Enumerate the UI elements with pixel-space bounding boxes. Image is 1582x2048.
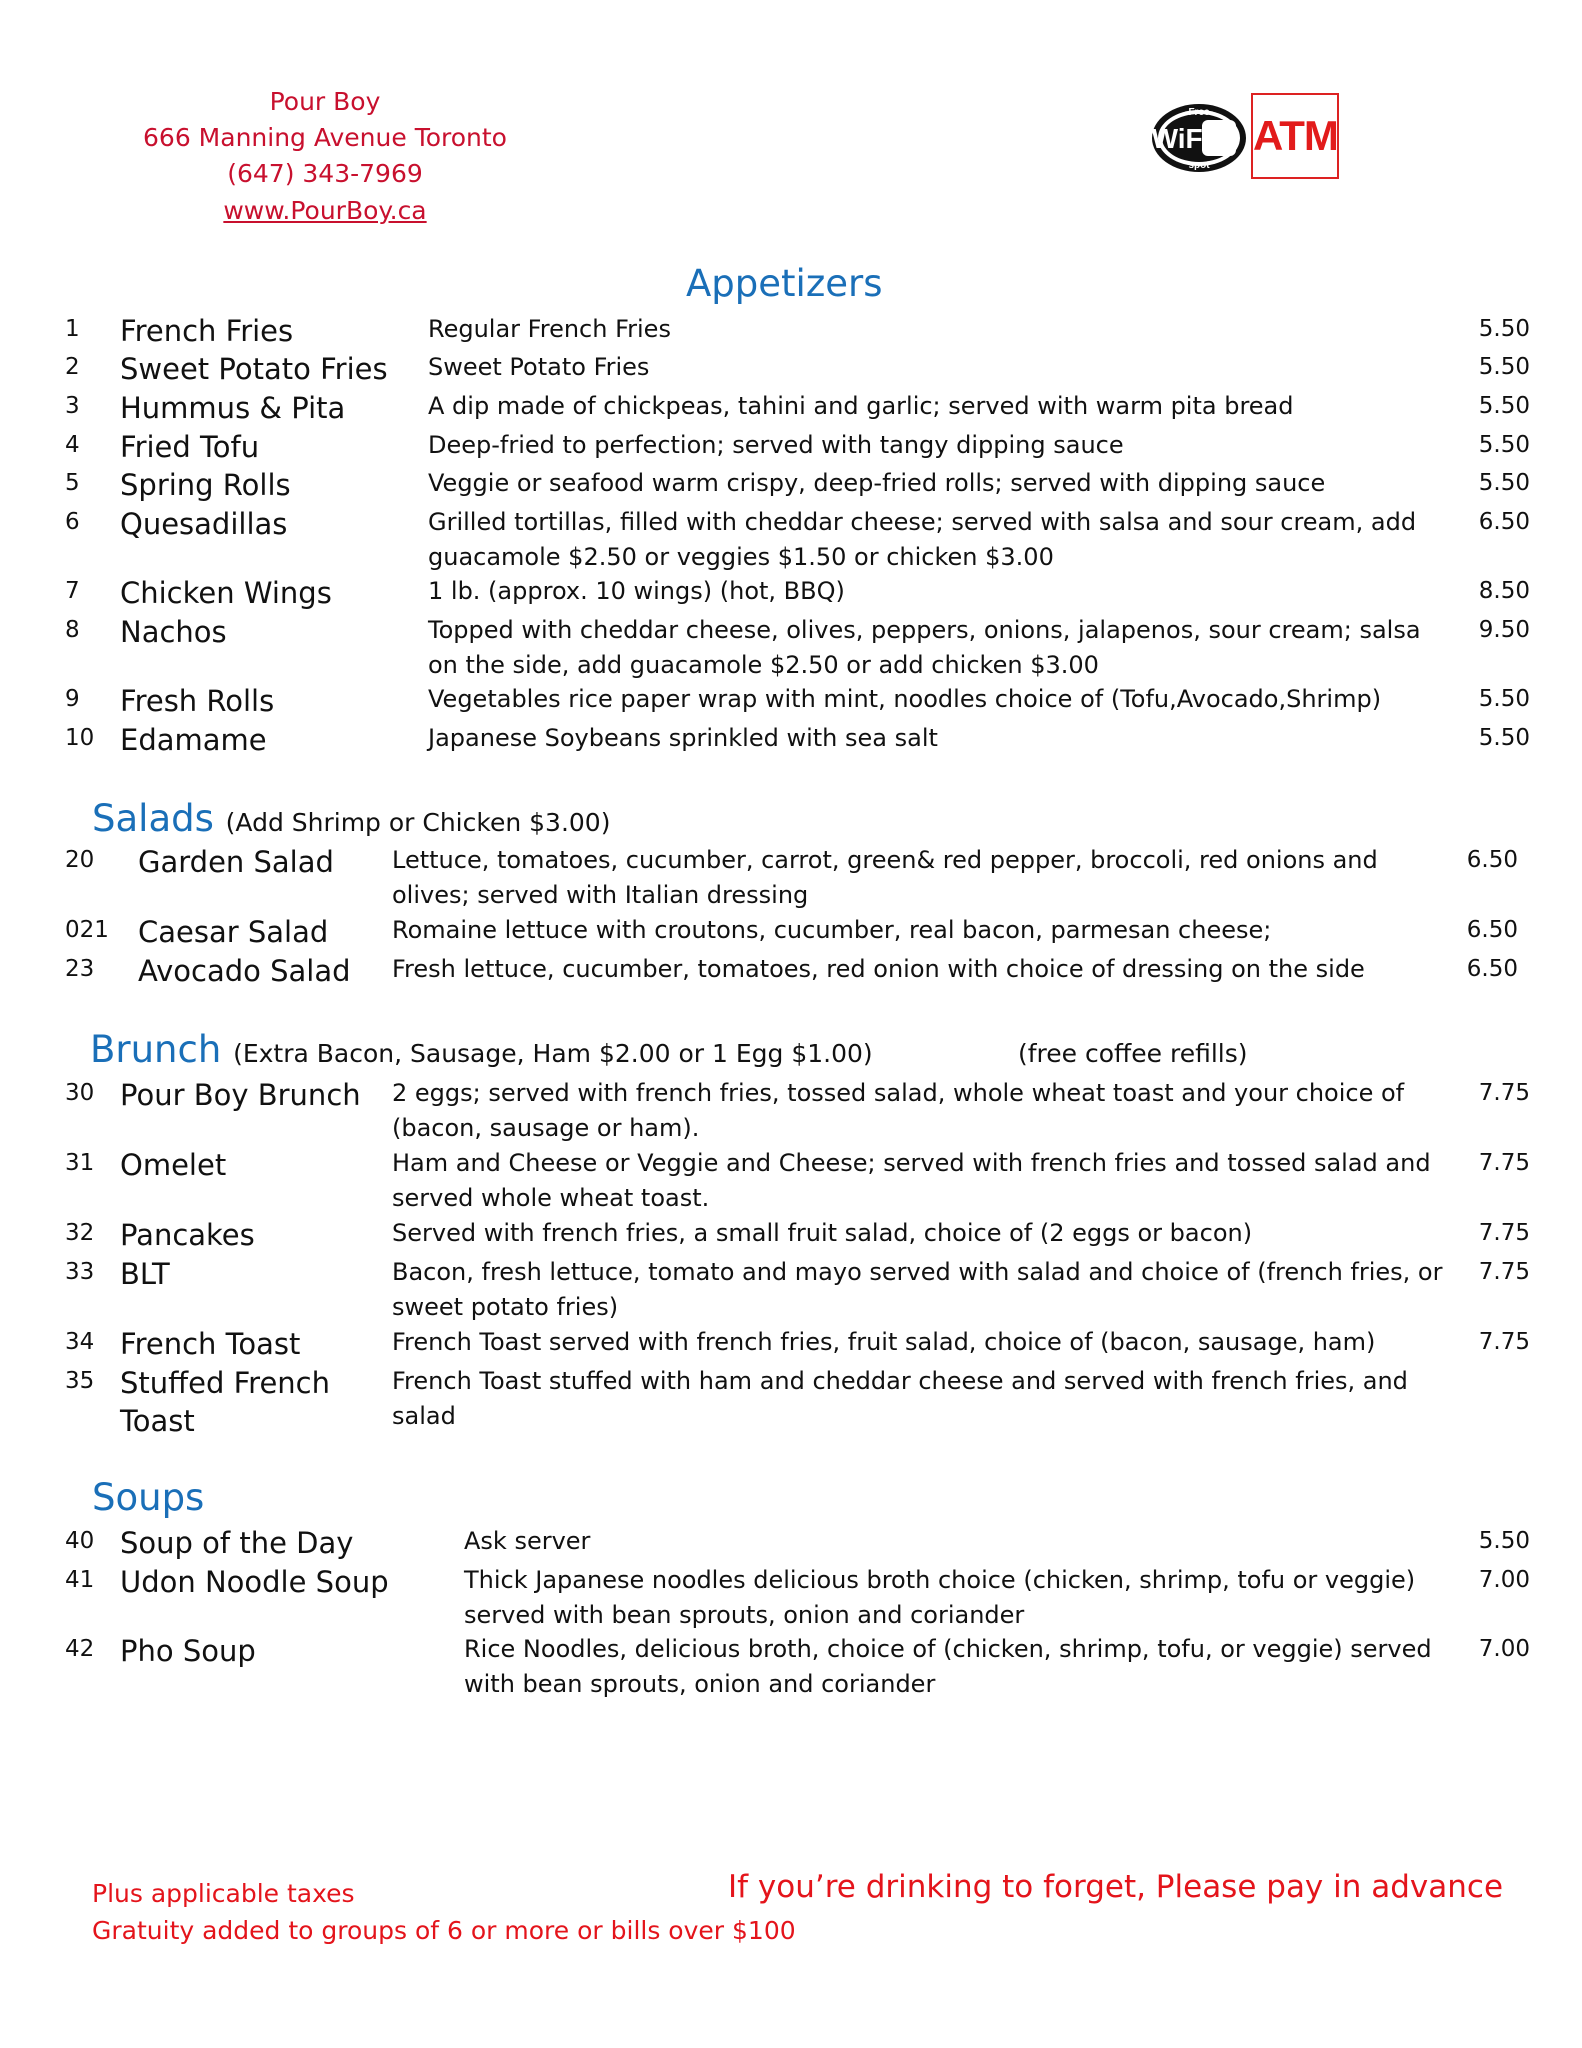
item-description: Romaine lettuce with croutons, cucumber, real bacon, parmesan cheese; xyxy=(392,916,1272,944)
item-price: 6.50 xyxy=(1466,847,1518,873)
item-price: 5.50 xyxy=(1478,1528,1530,1554)
item-description: Rice Noodles, delicious broth, choice of (chicken, shrimp, tofu, or veggie) served with bean sprouts, onion and coriander xyxy=(464,1635,1432,1698)
item-price: 5.50 xyxy=(1478,432,1530,458)
item-number: 30 xyxy=(65,1080,95,1106)
item-price: 8.50 xyxy=(1478,578,1530,604)
restaurant-address: 666 Manning Avenue Toronto xyxy=(143,123,507,152)
item-number: 8 xyxy=(65,617,80,643)
item-name: French Toast xyxy=(120,1327,301,1361)
appetizers-title: Appetizers xyxy=(686,262,883,305)
item-price: 6.50 xyxy=(1466,956,1518,982)
atm-badge: ATM xyxy=(1251,93,1339,179)
wifi-icon xyxy=(1151,100,1251,176)
item-description: Topped with cheddar cheese, olives, peppers, onions, jalapenos, sour cream; salsa on the side, add guacamole $2.50 or add chicken $3.00 xyxy=(428,616,1421,679)
wifi-free-text: Free xyxy=(1188,107,1210,118)
item-price: 6.50 xyxy=(1466,917,1518,943)
item-number: 34 xyxy=(65,1329,95,1355)
item-description: Grilled tortillas, filled with cheddar cheese; served with salsa and sour cream, add guacamole $2.50 or veggies $1.50 or chicken $3.00 xyxy=(428,508,1417,571)
item-name: Spring Rolls xyxy=(120,468,291,502)
item-description: French Toast stuffed with ham and cheddar cheese and served with french fries, and salad xyxy=(392,1367,1408,1430)
item-number: 42 xyxy=(65,1636,95,1662)
item-name: Omelet xyxy=(120,1148,227,1182)
item-description: Ham and Cheese or Veggie and Cheese; served with french fries and tossed salad and served whole wheat toast. xyxy=(392,1149,1431,1212)
item-price: 7.75 xyxy=(1478,1329,1530,1355)
item-number: 9 xyxy=(65,686,80,712)
item-name: Udon Noodle Soup xyxy=(120,1565,389,1599)
item-name: Quesadillas xyxy=(120,507,288,541)
item-price: 7.00 xyxy=(1478,1636,1530,1662)
item-number: 5 xyxy=(65,470,80,496)
item-name: Nachos xyxy=(120,615,227,649)
item-description: Served with french fries, a small fruit salad, choice of (2 eggs or bacon) xyxy=(392,1219,1253,1247)
item-name: Hummus & Pita xyxy=(120,391,346,425)
item-price: 7.00 xyxy=(1478,1567,1530,1593)
item-description: A dip made of chickpeas, tahini and garlic; served with warm pita bread xyxy=(428,392,1294,420)
item-description: Thick Japanese noodles delicious broth choice (chicken, shrimp, tofu or veggie) served with bean sprouts, onion and coriander xyxy=(464,1566,1416,1629)
item-description: Sweet Potato Fries xyxy=(428,353,650,381)
item-number: 021 xyxy=(65,917,109,943)
item-number: 4 xyxy=(65,432,80,458)
item-price: 5.50 xyxy=(1478,470,1530,496)
item-number: 3 xyxy=(65,393,80,419)
item-number: 23 xyxy=(65,956,95,982)
item-number: 2 xyxy=(65,354,80,380)
item-name: Garden Salad xyxy=(138,845,334,879)
item-price: 7.75 xyxy=(1478,1220,1530,1246)
restaurant-phone[interactable]: (647) 343-7969 xyxy=(227,159,423,188)
item-number: 40 xyxy=(65,1528,95,1554)
item-number: 41 xyxy=(65,1567,95,1593)
item-price: 7.75 xyxy=(1478,1259,1530,1285)
item-description: Ask server xyxy=(464,1527,591,1555)
item-name: Chicken Wings xyxy=(120,576,332,610)
restaurant-name: Pour Boy xyxy=(269,87,381,116)
brunch-heading xyxy=(90,1028,873,1076)
taxes-note: Plus applicable taxes xyxy=(92,1879,355,1908)
wifi-text: WiFi xyxy=(1151,123,1211,154)
item-description: Fresh lettuce, cucumber, tomatoes, red onion with choice of dressing on the side xyxy=(392,955,1365,983)
item-price: 9.50 xyxy=(1478,617,1530,643)
brunch-title: Brunch xyxy=(90,1028,222,1071)
item-price: 5.50 xyxy=(1478,354,1530,380)
item-number: 1 xyxy=(65,316,80,342)
item-description: Veggie or seafood warm crispy, deep-fried rolls; served with dipping sauce xyxy=(428,469,1326,497)
salads-heading xyxy=(92,797,610,845)
item-price: 5.50 xyxy=(1478,393,1530,419)
item-price: 5.50 xyxy=(1478,316,1530,342)
item-name: Caesar Salad xyxy=(138,915,329,949)
item-price: 7.75 xyxy=(1478,1080,1530,1106)
brunch-coffee-note: (free coffee refills) xyxy=(1018,1039,1248,1068)
item-price: 5.50 xyxy=(1478,725,1530,751)
item-name: Stuffed French Toast xyxy=(120,1366,331,1438)
wifi-spot-text: spot xyxy=(1188,160,1210,171)
salads-note: (Add Shrimp or Chicken $3.00) xyxy=(225,808,611,837)
item-description: 2 eggs; served with french fries, tossed salad, whole wheat toast and your choice of (bacon, sausage or ham). xyxy=(392,1079,1405,1142)
item-number: 32 xyxy=(65,1220,95,1246)
item-number: 10 xyxy=(65,725,95,751)
item-description: Deep-fried to perfection; served with tangy dipping sauce xyxy=(428,431,1124,459)
website-link[interactable]: www.PourBoy.ca xyxy=(223,196,427,225)
item-price: 6.50 xyxy=(1478,509,1530,535)
salads-title: Salads xyxy=(92,797,214,840)
item-description: Lettuce, tomatoes, cucumber, carrot, green& red pepper, broccoli, red onions and olives; served with Italian dressing xyxy=(392,846,1378,909)
brunch-note: (Extra Bacon, Sausage, Ham $2.00 or 1 Egg $1.00) xyxy=(233,1039,873,1068)
item-name: Sweet Potato Fries xyxy=(120,352,388,386)
item-price: 7.75 xyxy=(1478,1150,1530,1176)
item-name: Pho Soup xyxy=(120,1634,256,1668)
item-name: Soup of the Day xyxy=(120,1526,354,1560)
item-number: 31 xyxy=(65,1150,95,1176)
item-price: 5.50 xyxy=(1478,686,1530,712)
item-number: 6 xyxy=(65,509,80,535)
soups-title: Soups xyxy=(92,1476,205,1519)
item-name: Edamame xyxy=(120,723,267,757)
item-description: 1 lb. (approx. 10 wings) (hot, BBQ) xyxy=(428,577,845,605)
item-name: BLT xyxy=(120,1257,170,1291)
item-description: French Toast served with french fries, fruit salad, choice of (bacon, sausage, ham) xyxy=(392,1328,1376,1356)
gratuity-note: Gratuity added to groups of 6 or more or bills over $100 xyxy=(92,1916,796,1945)
item-name: Fried Tofu xyxy=(120,430,260,464)
item-description: Vegetables rice paper wrap with mint, noodles choice of (Tofu,Avocado,Shrimp) xyxy=(428,685,1382,713)
item-name: Pancakes xyxy=(120,1218,255,1252)
item-number: 20 xyxy=(65,847,95,873)
item-description: Japanese Soybeans sprinkled with sea salt xyxy=(428,724,938,752)
item-number: 33 xyxy=(65,1259,95,1285)
item-name: Avocado Salad xyxy=(138,954,351,988)
item-number: 7 xyxy=(65,578,80,604)
item-description: Bacon, fresh lettuce, tomato and mayo served with salad and choice of (french fries, or sweet potato fries) xyxy=(392,1258,1443,1321)
item-name: French Fries xyxy=(120,314,294,348)
item-name: Pour Boy Brunch xyxy=(120,1078,361,1112)
item-description: Regular French Fries xyxy=(428,315,671,343)
item-number: 35 xyxy=(65,1368,95,1394)
slogan: If you’re drinking to forget, Please pay in advance xyxy=(728,1869,1504,1905)
item-name: Fresh Rolls xyxy=(120,684,275,718)
